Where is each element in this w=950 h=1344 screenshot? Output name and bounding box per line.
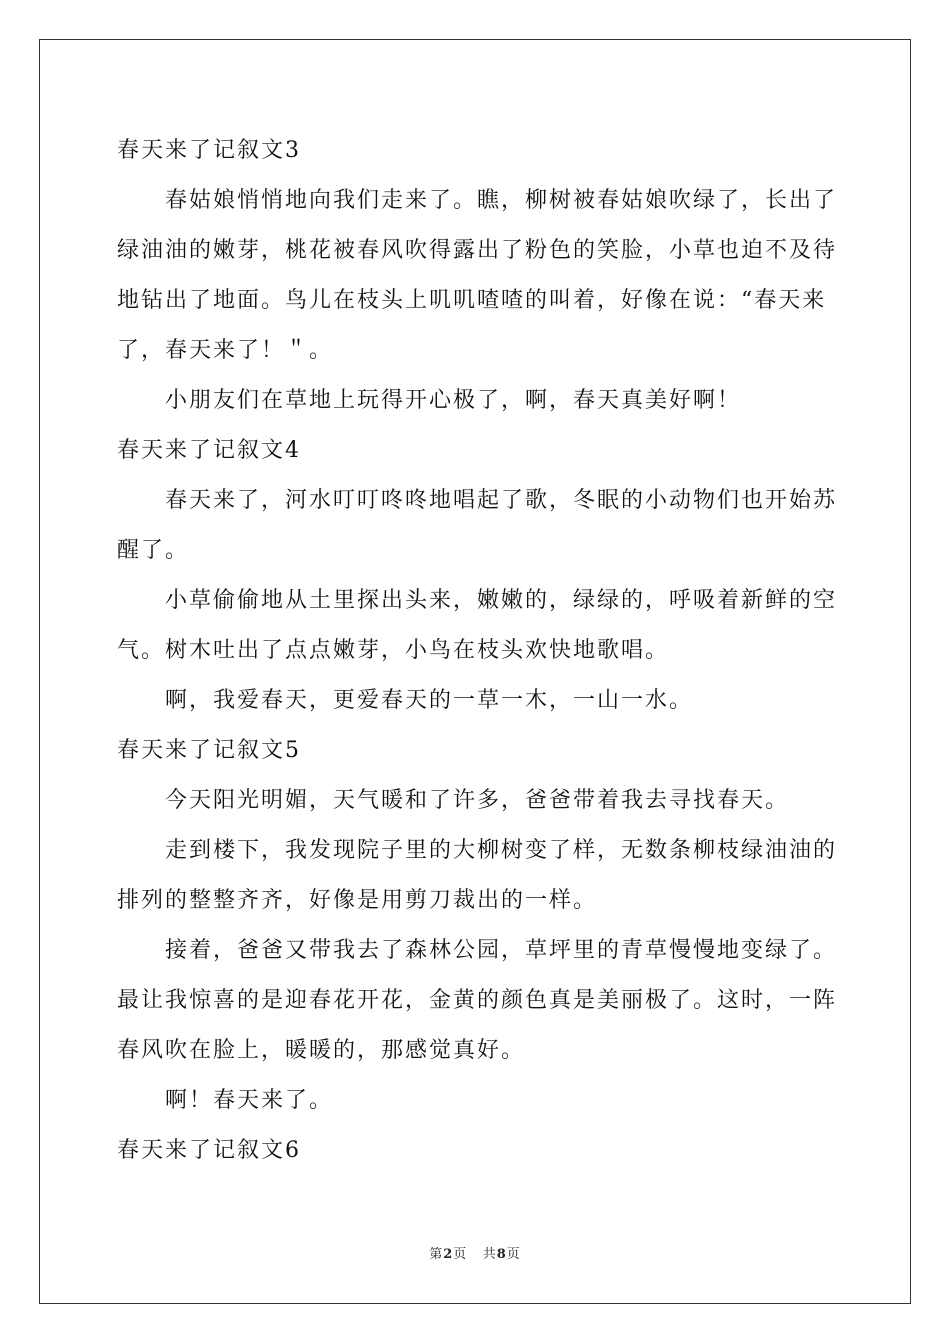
section-heading: 春天来了记叙文3 <box>117 138 301 163</box>
paragraph-line: 地钻出了地面。鸟儿在枝头上叽叽喳喳的叫着，好像在说：“春天来 <box>117 288 827 313</box>
footer-page-suffix: 页 <box>453 1247 468 1262</box>
paragraph-line: 小朋友们在草地上玩得开心极了，啊，春天真美好啊！ <box>165 388 742 413</box>
footer-total-pages: 8 <box>496 1247 507 1262</box>
footer-total-suffix: 页 <box>506 1247 521 1262</box>
section-heading: 春天来了记叙文6 <box>117 1138 301 1163</box>
footer-total-prefix: 共 <box>482 1247 497 1262</box>
section-heading: 春天来了记叙文5 <box>117 738 301 763</box>
paragraph-line: 啊！春天来了。 <box>165 1088 334 1113</box>
paragraph-line: 今天阳光明媚，天气暖和了许多，爸爸带着我去寻找春天。 <box>165 788 790 813</box>
paragraph-line: 走到楼下，我发现院子里的大柳树变了样，无数条柳枝绿油油的 <box>165 838 838 863</box>
paragraph-line: 了，春天来了！＂。 <box>117 338 334 363</box>
paragraph-line: 接着，爸爸又带我去了森林公园，草坪里的青草慢慢地变绿了。 <box>165 938 838 963</box>
paragraph-line: 春风吹在脸上，暖暖的，那感觉真好。 <box>117 1038 526 1063</box>
paragraph-line: 最让我惊喜的是迎春花开花，金黄的颜色真是美丽极了。这时，一阵 <box>117 988 838 1013</box>
paragraph-line: 春姑娘悄悄地向我们走来了。瞧，柳树被春姑娘吹绿了，长出了 <box>165 188 838 213</box>
footer-prefix: 第 <box>429 1247 444 1262</box>
paragraph-line: 绿油油的嫩芽，桃花被春风吹得露出了粉色的笑脸，小草也迫不及待 <box>117 238 838 263</box>
document-body <box>117 126 838 1176</box>
paragraph-line: 气。树木吐出了点点嫩芽，小鸟在枝头欢快地歌唱。 <box>117 638 670 663</box>
paragraph-line: 小草偷偷地从土里探出头来，嫩嫩的，绿绿的，呼吸着新鲜的空 <box>165 588 838 613</box>
footer-page-number: 2 <box>443 1247 454 1262</box>
paragraph-line: 排列的整整齐齐，好像是用剪刀裁出的一样。 <box>117 888 598 913</box>
paragraph-line: 春天来了，河水叮叮咚咚地唱起了歌，冬眠的小动物们也开始苏 <box>165 488 838 513</box>
paragraph-line: 醒了。 <box>117 538 190 563</box>
paragraph-line: 啊，我爱春天，更爱春天的一草一木，一山一水。 <box>165 688 694 713</box>
section-heading: 春天来了记叙文4 <box>117 438 301 463</box>
page-footer <box>0 1246 950 1264</box>
